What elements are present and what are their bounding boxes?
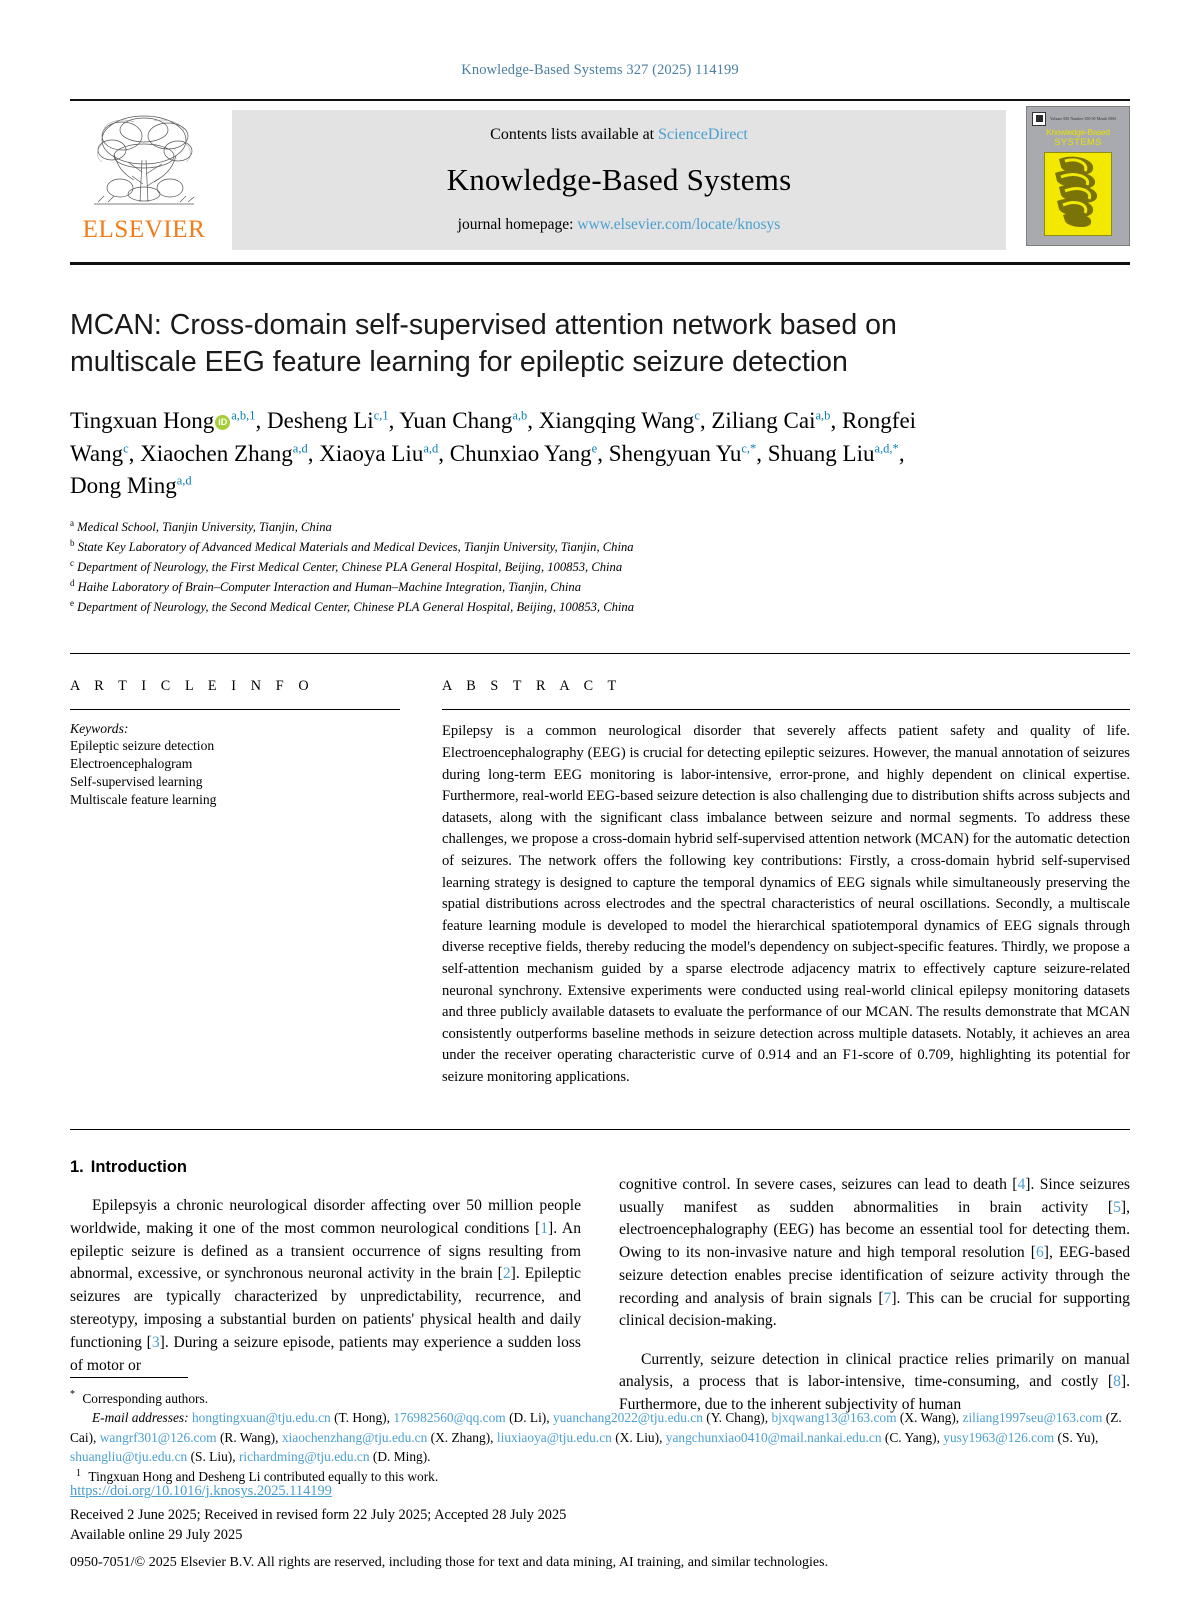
citation-link[interactable]: 2 [502,1265,511,1283]
cover-title [1032,128,1124,148]
introduction-title: Introduction [90,1158,187,1177]
affiliation-marker: e [70,598,74,609]
keyword-item: Epileptic seizure detection [70,738,215,754]
affiliation-item [70,517,1130,537]
author-name: Yuan Chang [399,408,513,434]
email-list [70,1410,1122,1464]
citation-link[interactable]: 5 [1113,1198,1121,1216]
elsevier-logo-block [70,106,218,254]
affiliation-marker: b [70,538,75,549]
author-affiliation-marks: a,b [512,408,528,423]
affiliation-marker: a [70,518,74,529]
affiliation-text: Department of Neurology, the Second Medical Center, Chinese PLA General Hospital, Beijing, 100853, China [74,600,635,615]
orcid-icon[interactable]: iD [215,415,230,430]
homepage-line [458,216,781,234]
cover-topbar [1032,112,1124,125]
email-person: (R. Wang), [216,1429,279,1445]
author-name: Rongfei Wang [70,408,917,466]
citation-link[interactable]: 8 [1113,1373,1121,1391]
email-link[interactable]: yangchunxiao0410@mail.nankai.edu.cn [665,1429,882,1445]
journal-name: Knowledge-Based Systems [446,162,792,197]
author-name: Shuang Liu [767,440,875,466]
author-affiliation-marks: a,d,* [874,441,899,456]
journal-cover-block [1020,106,1130,254]
available-online-line: Available online 29 July 2025 [70,1526,243,1543]
email-link[interactable]: 176982560@qq.com [393,1410,506,1426]
affiliation-item [70,557,1130,577]
section-divider [70,1129,1130,1130]
email-person: (X. Zhang), [427,1429,494,1445]
footnote-rule [70,1377,188,1378]
info-abstract-section [70,653,1130,1103]
abstract-heading: A B S T R A C T [442,678,622,695]
author-name: Tingxuan Hong [70,408,215,434]
article-info-column [70,678,400,1103]
running-head: Knowledge-Based Systems 327 (2025) 114199 [461,62,739,78]
abstract-column [400,678,1130,1103]
citation-link[interactable]: 6 [1035,1244,1044,1262]
elsevier-tree-icon [84,110,204,214]
cover-title-line2: SYSTEMS [1054,136,1102,148]
contents-prefix: Contents lists available at [490,126,659,143]
journal-cover-thumbnail [1026,106,1130,246]
author-name: Desheng Li [267,408,374,434]
article-info-heading: A R T I C L E I N F O [70,678,315,695]
email-link[interactable]: yusy1963@126.com [943,1429,1055,1445]
email-person: (X. Liu), [611,1429,663,1445]
journal-banner [70,106,1130,254]
email-link[interactable]: bjxqwang13@163.com [771,1410,897,1426]
keywords-list [70,737,400,809]
footnote-block [70,1377,1130,1487]
author-name: Ziliang Cai [711,408,816,434]
keywords-label: Keywords: [70,721,129,737]
copyright-line: 0950-7051/© 2025 Elsevier B.V. All rights are reserved, including those for text and data mining, AI training, and similar technologies. [70,1555,829,1570]
banner-top-rule [70,99,1130,101]
sciencedirect-link[interactable]: ScienceDirect [658,126,748,143]
author-affiliation-marks: a,d [292,441,308,456]
email-person: (X. Wang), [896,1410,960,1426]
author-name: Chunxiao Yang [449,440,592,466]
email-link[interactable]: hongtingxuan@tju.edu.cn [191,1410,331,1426]
citation-link[interactable]: 4 [1017,1175,1026,1193]
elsevier-wordmark: ELSEVIER [82,216,206,243]
citation-link[interactable]: 3 [151,1333,160,1351]
author-affiliation-marks: c [694,408,700,423]
affiliation-marker: c [70,558,74,569]
banner-center [232,110,1006,250]
equal-contribution-text: Tingxuan Hong and Desheng Li contributed equally to this work. [88,1469,439,1485]
article-info-rule [70,709,400,710]
author-name: Shengyuan Yu [608,440,742,466]
page-title: MCAN: Cross-domain self-supervised attention network based on multiscale EEG feature learning for epileptic seizure detection [70,309,897,379]
email-link[interactable]: liuxiaoya@tju.edu.cn [496,1429,612,1445]
email-link[interactable]: shuangliu@tju.edu.cn [70,1449,188,1465]
email-addresses-note [70,1408,1130,1467]
author-affiliation-marks: a,b,1 [231,408,256,423]
email-person: (D. Ming). [369,1449,431,1465]
corresponding-authors-note [70,1388,1130,1408]
banner-bottom-rule [70,262,1130,265]
author-affiliation-marks: a,d [423,441,439,456]
author-affiliation-marks: c,* [741,441,757,456]
email-person: (Y. Chang), [702,1410,769,1426]
footnote-marker-1: 1 [76,1467,81,1479]
affiliation-text: Haihe Laboratory of Brain–Computer Interaction and Human–Machine Integration, Tianjin, China [74,580,582,595]
email-person: (S. Liu), [187,1449,236,1465]
email-label: E-mail addresses: [92,1410,189,1426]
affiliation-marker: d [70,578,75,589]
affiliation-list [70,517,1130,617]
email-person: (T. Hong), [330,1410,390,1426]
corresponding-authors-text: Corresponding authors. [82,1390,209,1406]
email-link[interactable]: ziliang1997seu@163.com [962,1410,1103,1426]
abstract-text: Epilepsy is a common neurological disorder that severely affects patient safety and quality of life. Electroencephalography (EEG) is crucial for detecting epileptic seizures. However, the manual annotation of seizures during long-term EEG monitoring is labor-intensive, error-prone, and highly dependent on clinical expertise. Furthermore, real-world EEG-based seizure detection is also challenging due to distribution shifts across subjects and datasets, along with the significant class imbalance between seizure and normal segments. To address these challenges, we propose a cross-domain hybrid self-supervised attention network (MCAN) for the automatic detection of seizures. The network offers the following key contributions: Firstly, a cross-domain hybrid self-supervised learning strategy is designed to capture the temporal dynamics of EEG signals while simultaneously preserving the spatial distributions across electrodes and the spectral characteristics of neural oscillations. Secondly, a multiscale feature learning module is developed to model the hierarchical spatiotemporal dynamics of EEG signals through diverse receptive fields, thereby reducing the model's dependency on subject-specific features. Thirdly, we propose a self-attention mechanism guided by a sparse electrode adjacency matrix to effectively capture seizure-related neuronal synchrony. Extensive experiments were conducted using real-world clinical epilepsy monitoring datasets and three publicly available datasets to evaluate the performance of our MCAN. The results demonstrate that MCAN consistently outperforms baseline methods in seizure detection across multiple datasets. Notably, it achieves an area under the receiver operating characteristic curve of 0.914 and an F1-score of 0.709, highlighting its potential for seizure monitoring applications. [442,723,1130,1085]
affiliation-text: Medical School, Tianjin University, Tianjin, China [74,520,332,535]
publication-dates [70,1506,1130,1545]
citation-link[interactable]: 7 [883,1289,892,1307]
email-person: (C. Yang), [881,1429,940,1445]
introduction-heading [70,1158,581,1177]
journal-homepage-link[interactable]: www.elsevier.com/locate/knosys [577,216,781,233]
author-name: Xiaochen Zhang [140,440,293,466]
email-link[interactable]: yuanchang2022@tju.edu.cn [552,1410,703,1426]
author-list: Tingxuan Hong iD $^{a,b,1}$, Desheng Li$^{c,1}$, Yuan Chang$^{a,b}$, Xiangqing Wang$^c$, Ziliang Cai$^{a,b}$, Rongfei Wang$^c$, Xiaochen Zhang$^{a,d}$, Xiaoya Liu$^{a,d}$, Chunxiao Yang$^e$, Shengyuan $Yu^{c,*}$, Shuang Liu$^{a,d,*}$, Dong Ming$^{a,d}$ [70,408,917,499]
affiliation-text: Department of Neurology, the First Medical Center, Chinese PLA General Hospital, Beijing, 100853, China [74,560,623,575]
author-affiliation-marks: c [123,441,129,456]
introduction-number: 1. [70,1158,84,1177]
author-affiliation-marks: a,d [176,473,192,488]
email-link[interactable]: richardming@tju.edu.cn [238,1449,370,1465]
cover-elsevier-icon [1032,112,1046,126]
affiliation-item [70,537,1130,557]
contents-line [490,126,748,144]
email-person: (Z. Cai), [70,1410,1122,1445]
author-name: Dong Ming [70,473,177,499]
affiliation-text: State Key Laboratory of Advanced Medical Materials and Medical Devices, Tianjin University, Tianjin, China [74,540,634,555]
abstract-rule [442,709,1130,710]
author-name: Xiaoya Liu [319,440,424,466]
homepage-prefix: journal homepage: [457,216,578,233]
author-affiliation-marks: c,1 [373,408,389,423]
email-link[interactable]: xiaochenzhang@tju.edu.cn [281,1429,428,1445]
email-link[interactable]: wangrf301@126.com [99,1429,217,1445]
protein-ribbon-icon [1045,153,1109,233]
author-name: Xiangqing Wang [538,408,695,434]
citation-link[interactable]: 1 [540,1219,549,1237]
intro-paragraph-right-1: cognitive control. In severe cases, seizures can lead to death [4]. Since seizures usually manifest as sudden abnormalities in brain activity [5], electroencephalography (EEG) has become an essential tool for detecting them. Owing to its non-invasive nature and high temporal resolution [6], EEG-based seizure detection enables precise identification of seizure activity through the recording and analysis of brain signals [7]. This can be crucial for supporting clinical decision-making. [619,1175,1130,1330]
cover-tiny-header: Volume 000 Number 000 00 Month 0000 [1050,116,1117,121]
cover-artwork [1044,152,1112,236]
email-person: (D. Li), [505,1410,550,1426]
affiliation-item [70,577,1130,597]
intro-paragraph-right-2: Currently, seizure detection in clinical practice relies primarily on manual analysis, a process that is labor-intensive, time-consuming, and costly [8]. Furthermore, due to the inherent subjectivity of human [619,1350,1130,1414]
keyword-item: Electroencephalogram [70,756,193,772]
asterisk-marker: * [70,1389,75,1401]
keyword-item: Self-supervised learning [70,774,203,790]
author-affiliation-marks: e [591,441,598,456]
author-affiliation-marks: a,b [815,408,831,423]
email-person: (S. Yu), [1054,1429,1099,1445]
affiliation-item [70,597,1130,617]
received-line: Received 2 June 2025; Received in revised form 22 July 2025; Accepted 28 July 2025 [70,1507,567,1524]
cover-title-line1: Knowledge-Based [1046,128,1110,137]
keyword-item: Multiscale feature learning [70,792,217,808]
intro-paragraph-left: Epilepsyis a chronic neurological disorder affecting over 50 million people worldwide, making it one of the most common neurological conditions [1]. An epileptic seizure is defined as a transient occurrence of signs resulting from abnormal, excessive, or synchronous neuronal activity in the brain [2]. Epileptic seizures are typically characterized by unpredictability, recurrence, and stereotypy, imposing a substantial burden on patients' physical health and daily functioning [3]. During a seizure episode, patients may experience a sudden loss of motor or [70,1197,581,1374]
publication-block [70,1482,1130,1571]
doi-link[interactable]: https://doi.org/10.1016/j.knosys.2025.114199 [70,1483,332,1500]
